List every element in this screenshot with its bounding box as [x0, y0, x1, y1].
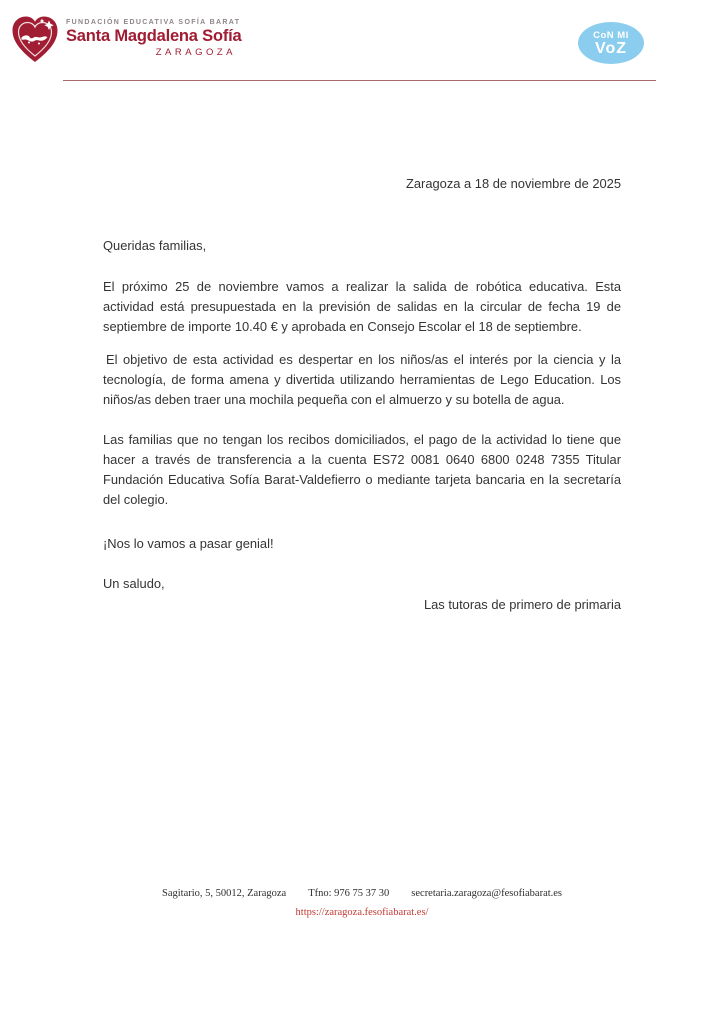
footer-email: secretaria.zaragoza@fesofiabarat.es	[411, 888, 563, 899]
footer-phone: Tfno: 976 75 37 30	[308, 888, 390, 899]
school-city: ZARAGOZA	[155, 47, 236, 58]
school-name: Santa Magdalena Sofía	[66, 27, 242, 45]
paragraph-payment: Las familias que no tengan los recibos domiciliados, el pago de la actividad lo tiene que hacer a través de transferencia a la cuenta ES72 0081 0640 6800 0248 7355 Titular Fundación Educativa Sofía Barat-Valdefierro o mediante tarjeta bancaria en la secretaría del colegio.	[103, 432, 621, 507]
signature-line: Las tutoras de primero de primaria	[423, 597, 621, 612]
farewell-line: Un saludo,	[103, 576, 165, 591]
header-divider	[63, 80, 656, 81]
voz-badge-line1: CoN MI	[593, 29, 629, 41]
school-logo	[9, 13, 242, 65]
voz-badge-line2: VoZ	[594, 39, 628, 57]
paragraph-activity: El próximo 25 de noviembre vamos a realizar la salida de robótica educativa. Esta actividad está presupuestada en la previsión de salidas en la circular de fecha 19 de septiembre de importe 10.40 € y aprobada en Consejo Escolar el 18 de septiembre.	[103, 279, 621, 334]
heart-globe-logo-icon	[9, 13, 61, 65]
con-mi-voz-badge	[578, 22, 644, 64]
date-line: Zaragoza a 18 de noviembre de 2025	[406, 176, 621, 191]
school-logo-text	[66, 13, 242, 58]
paragraph-objective: El objetivo de esta actividad es despertar en los niños/as el interés por la ciencia y la tecnología, de forma amena y divertida utilizando herramientas de Lego Education. Los niños/as deben traer una mochila pequeña con el almuerzo y su botella de agua.	[103, 352, 621, 407]
footer-website-link-row	[0, 907, 724, 918]
footer-website-link[interactable]: https://zaragoza.fesofiabarat.es/	[295, 907, 429, 918]
footer-contact-line	[0, 888, 724, 899]
footer-address: Sagitario, 5, 50012, Zaragoza	[161, 888, 287, 899]
exclamation-line: ¡Nos lo vamos a pasar genial!	[103, 536, 274, 551]
greeting: Queridas familias,	[103, 238, 207, 253]
foundation-name: FUNDACIÓN EDUCATIVA SOFÍA BARAT	[66, 19, 241, 26]
